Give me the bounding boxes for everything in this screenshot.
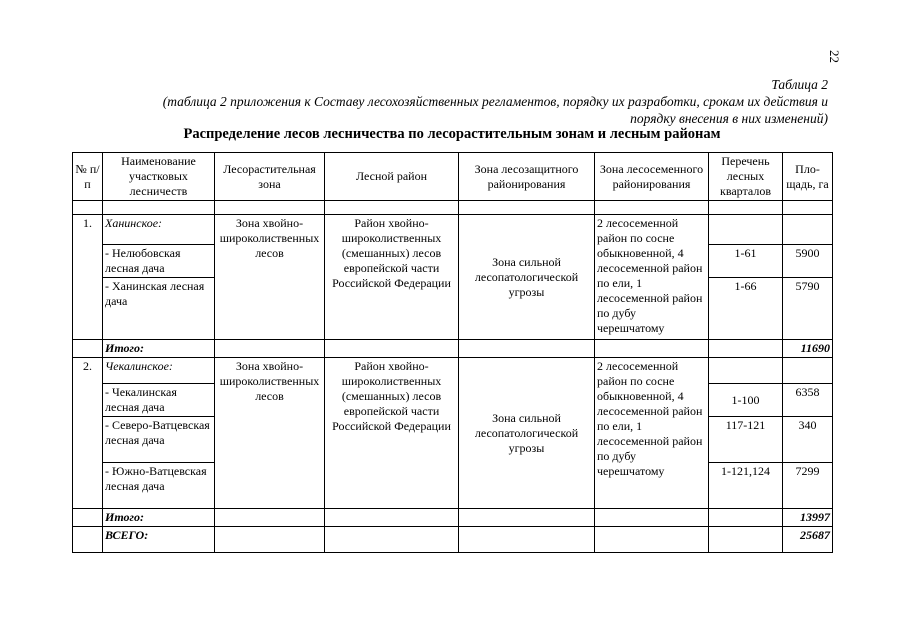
forest-zone: Зона хвойно-широколиственных лесов [215,358,325,509]
quarters-value: 117-121 [709,417,783,463]
area-value: 340 [783,417,833,463]
subtotal-label: Итого: [103,509,215,527]
group-name: Чекалинское: [103,358,215,384]
table-caption [68,76,828,127]
caption-line-2: (таблица 2 приложения к Составу лесохозяйственных регламентов, порядку их разработки, срокам их действия и [162,94,828,109]
subtotal-row [73,509,833,527]
forest-dacha-name: - Ханинская лесная дача [103,278,215,340]
grand-total-row [73,527,833,553]
table-row [73,358,833,384]
header-quarters: Перечень лесных кварталов [709,153,783,201]
header-area: Пло-щадь, га [783,153,833,201]
header-district: Лесной район [325,153,459,201]
group-name: Ханинское: [103,215,215,245]
table-title: Распределение лесов лесничества по лесорастительным зонам и лесным районам [183,126,721,142]
subtotal-area: 11690 [783,340,833,358]
group-number: 1. [73,215,103,340]
quarters-value: 1-66 [709,278,783,340]
protection-zone: Зона сильной лесопатологической угрозы [459,358,595,509]
header-num: № п/п [73,153,103,201]
grand-total-label: ВСЕГО: [103,527,215,553]
forest-dacha-name: - Чекалинская лесная дача [103,384,215,417]
group-number: 2. [73,358,103,509]
header-zone: Лесорастительная зона [215,153,325,201]
quarters-value: 1-61 [709,245,783,278]
forest-dacha-name: - Южно-Ватцевская лесная дача [103,463,215,509]
seed-zone: 2 лесосеменной район по сосне обыкновенной, 4 лесосеменной район по ели, 1 лесосеменной район по дубу черешчатому [595,215,709,340]
quarters-value: 1-121,124 [709,463,783,509]
protection-zone: Зона сильной лесопатологической угрозы [459,215,595,340]
caption-line-3: порядку внесения в них изменений) [630,111,828,126]
subtotal-area: 13997 [783,509,833,527]
header-seed: Зона лесосеменного районирования [595,153,709,201]
caption-line-1: Таблица 2 [771,77,828,92]
header-name: Наименование участковых лесничеств [103,153,215,201]
header-row [73,153,833,201]
seed-zone: 2 лесосеменной район по сосне обыкновенной, 4 лесосеменной район по ели, 1 лесосеменной район по дубу черешчатому [595,358,709,509]
subtotal-row [73,340,833,358]
quarters-value: 1-100 [709,384,783,417]
table-row [73,215,833,245]
forest-district: Район хвойно-широколиственных (смешанных) лесов европейской части Российской Федерации [325,215,459,340]
spacer-row [73,201,833,215]
forest-dacha-name: - Нелюбовская лесная дача [103,245,215,278]
forest-dacha-name: - Северо-Ватцевская лесная дача [103,417,215,463]
area-value: 7299 [783,463,833,509]
subtotal-label: Итого: [103,340,215,358]
header-protect: Зона лесозащитного районирования [459,153,595,201]
area-value: 5790 [783,278,833,340]
forest-district: Район хвойно-широколиственных (смешанных) лесов европейской части Российской Федерации [325,358,459,509]
area-value: 6358 [783,384,833,417]
forest-zone: Зона хвойно-широколиственных лесов [215,215,325,340]
forest-distribution-table [72,152,833,553]
area-value: 5900 [783,245,833,278]
page-number: 22 [827,50,842,63]
grand-total-area: 25687 [783,527,833,553]
